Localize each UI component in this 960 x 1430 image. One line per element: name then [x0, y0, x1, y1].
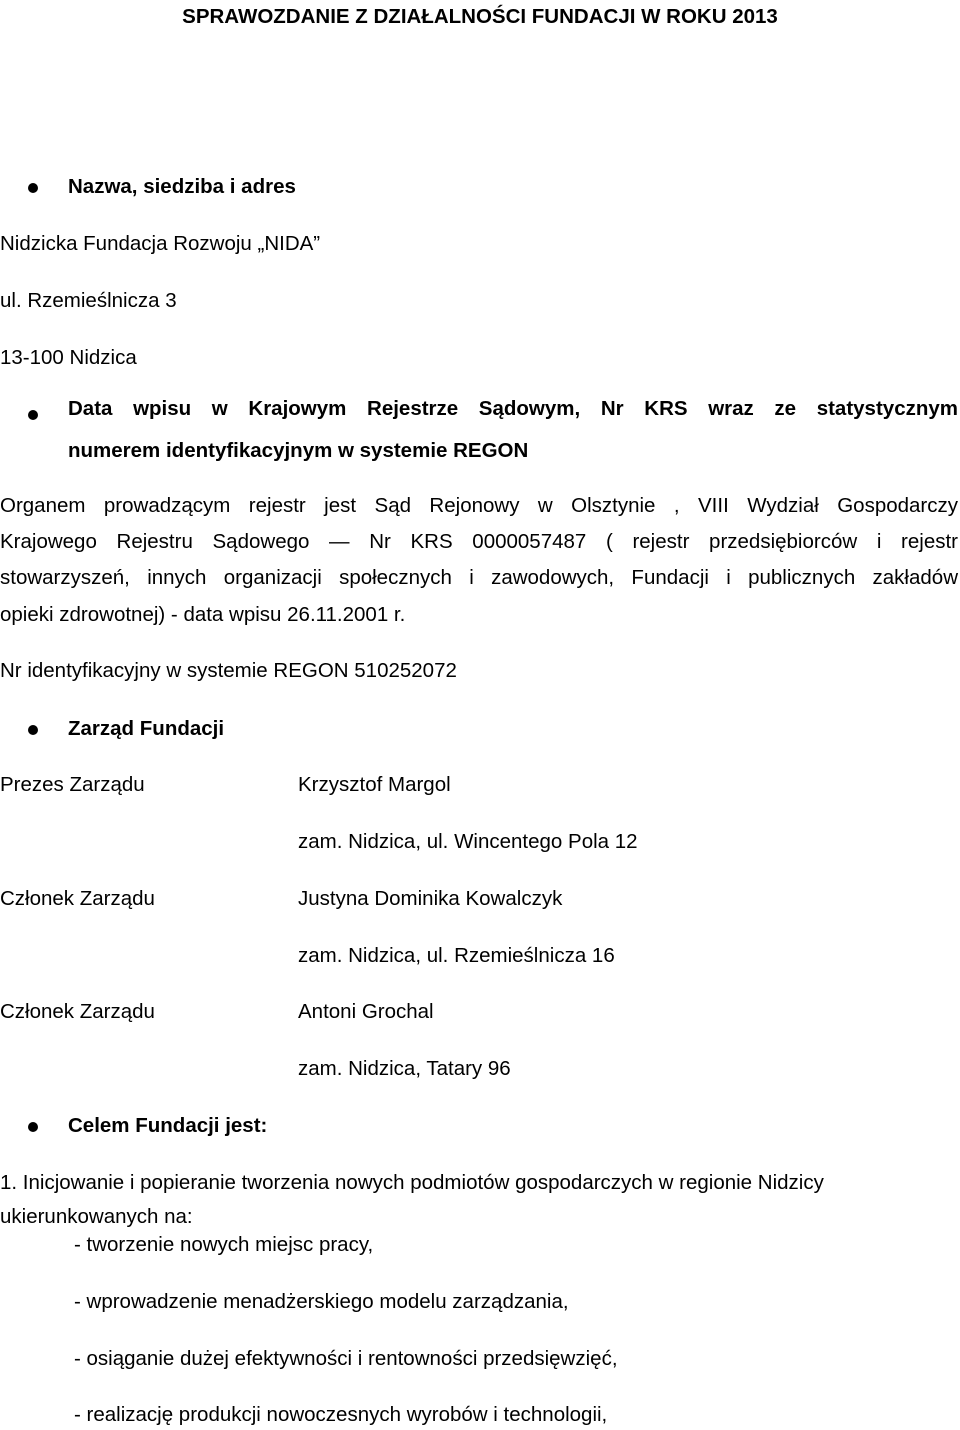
foundation-name: Nidzicka Fundacja Rozwoju „NIDA”	[0, 232, 321, 255]
board-member-address: zam. Nidzica, ul. Rzemieślnicza 16	[298, 944, 615, 967]
section-heading-board: Zarząd Fundacji	[68, 717, 225, 740]
registry-paragraph-line1: Organem prowadzącym rejestr jest Sąd Rejonowy w Olsztynie , VIII Wydział Gospodarczy	[0, 494, 958, 517]
regon-number: Nr identyfikacyjny w systemie REGON 510252072	[0, 659, 457, 682]
goal-item-line2: ukierunkowanych na:	[0, 1205, 193, 1228]
registry-paragraph-line3: stowarzyszeń, innych organizacji społecznych i zawodowych, Fundacji i publicznych zakładów	[0, 566, 958, 589]
goal-subitem: - realizację produkcji nowoczesnych wyrobów i technologii,	[74, 1403, 608, 1426]
registry-paragraph-line2: Krajowego Rejestru Sądowego — Nr KRS 0000057487 ( rejestr przedsiębiorców i rejestr	[0, 530, 958, 553]
bullet-icon	[28, 725, 38, 735]
board-member-address: zam. Nidzica, Tatary 96	[298, 1057, 511, 1080]
board-member-name: Justyna Dominika Kowalczyk	[298, 887, 563, 910]
goal-subitem: - wprowadzenie menadżerskiego modelu zarządzania,	[74, 1290, 569, 1313]
page-title: SPRAWOZDANIE Z DZIAŁALNOŚCI FUNDACJI W ROKU 2013	[182, 5, 778, 28]
section-heading-goals: Celem Fundacji jest:	[68, 1114, 268, 1137]
board-role: Członek Zarządu	[0, 887, 155, 910]
goal-subitem: - tworzenie nowych miejsc pracy,	[74, 1233, 374, 1256]
foundation-street: ul. Rzemieślnicza 3	[0, 289, 177, 312]
bullet-icon	[28, 1122, 38, 1132]
board-role: Członek Zarządu	[0, 1000, 155, 1023]
bullet-icon	[28, 183, 38, 193]
section-heading-name: Nazwa, siedziba i adres	[68, 175, 296, 198]
foundation-city: 13-100 Nidzica	[0, 346, 137, 369]
board-role: Prezes Zarządu	[0, 773, 145, 796]
board-member-address: zam. Nidzica, ul. Wincentego Pola 12	[298, 830, 638, 853]
registry-paragraph-line4: opieki zdrowotnej) - data wpisu 26.11.2001 r.	[0, 603, 406, 626]
section-heading-krs-line2: numerem identyfikacyjnym w systemie REGON	[68, 439, 529, 462]
goal-item-line1: 1. Inicjowanie i popieranie tworzenia nowych podmiotów gospodarczych w regionie Nidzicy	[0, 1171, 824, 1194]
board-member-name: Krzysztof Margol	[298, 773, 451, 796]
goal-subitem: - osiąganie dużej efektywności i rentowności przedsięwzięć,	[74, 1347, 618, 1370]
board-member-name: Antoni Grochal	[298, 1000, 434, 1023]
bullet-icon	[28, 410, 38, 420]
section-heading-krs-line1: Data wpisu w Krajowym Rejestrze Sądowym, Nr KRS wraz ze statystycznym	[68, 397, 958, 420]
